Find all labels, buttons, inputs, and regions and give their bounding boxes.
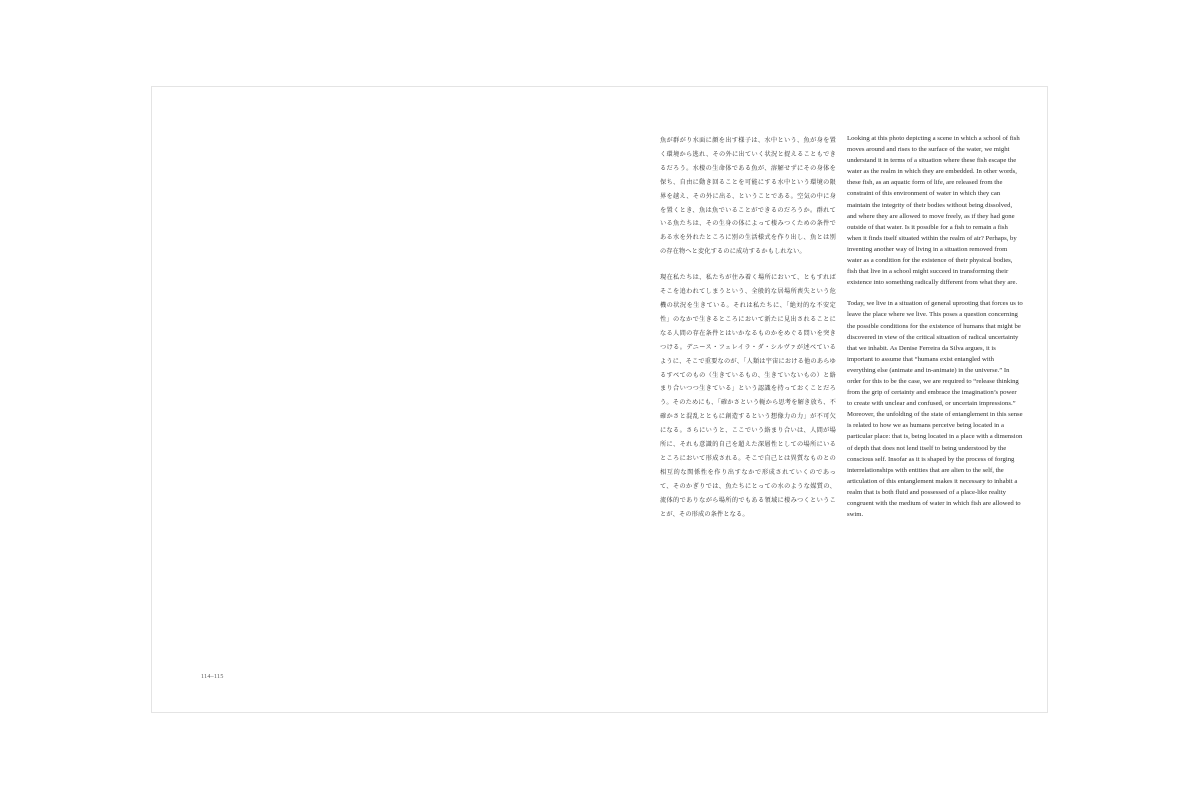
page-number: 114–115	[201, 674, 224, 680]
book-spread	[151, 86, 1048, 713]
japanese-paragraph: 現在私たちは、私たちが住み着く場所において、ともすればそこを追われてしまうという、全般的な居場所喪失という危機の状況を生きている。それは私たちに、「絶対的な不安定性」のなかで生きるところにおいて新たに見出されることになる人間の存在条件とはいかなるものかをめぐる問いを突きつける。デニース・フェレイラ・ダ・シルヴァが述べているように、そこで重要なのが、「人類は宇宙における他のあらゆるすべてのもの（生きているもの、生きていないもの）と絡まり合いつつ生きている」という認識を持っておくことだろう。そのためにも、「確かさという軛から思考を解き放ち、不確かさと混乱とともに創造するという想像力の力」が不可欠になる。さらにいうと、ここでいう絡まり合いは、人間が場所に、それも意識的自己を超えた深層性としての場所にいるところにおいて形成される。そこで自己とは異質なものとの相互的な関係性を作り出すなかで形成されていくのであって、そのかぎりでは、魚たちにとっての水のような媒質の、流体的でありながら場所的でもある領域に棲みつくということが、その形成の条件となる。	[660, 274, 836, 518]
english-paragraph: Looking at this photo depicting a scene in which a school of fish moves around and rises to the surface of the water, we might understand it in terms of a situation where these fish escape the water as the realm in which they are embedded. In other words, these fish, as an aquatic form of life, are released from the constraint of this environment of water in which they can maintain the integrity of their bodies without being dissolved, and where they are allowed to move freely, as if they had gone outside of that water. Is it possible for a fish to remain a fish when it finds itself situated within the realm of air? Perhaps, by inventing another way of living in a situation removed from water as a condition for the existence of their physical bodies, fish that live in a school might succeed in transforming their existence into something radically different from what they are.	[847, 135, 1020, 287]
japanese-paragraph: 魚が群がり水面に顔を出す様子は、水中という、魚が身を置く環境から逃れ、その外に出ていく状況と捉えることもできるだろう。水棲の生命体である魚が、溶解せずにその身体を保ち、自由に動き回ることを可能にする水中という環境の限界を越え、その外に出る、ということである。空気の中に身を置くとき、魚は魚でいることができるのだろうか。群れている魚たちは、その生身の体によって棲みつくための条件である水を外れたところに別の生活様式を作り出し、魚とは別の存在物へと変化するのに成功するかもしれない。	[660, 137, 836, 256]
english-paragraph: Today, we live in a situation of general uprooting that forces us to leave the place where we live. This poses a question concerning the possible conditions for the existence of humans that might be discovered in view of the critical situation of radical uncertainty that we inhabit. As Denise Ferreira da Silva argues, it is important to assume that “humans exist entangled with everything else (animate and in-animate) in the universe.” In order for this to be the case, we are required to “release thinking from the grip of certainty and embrace the imagination’s power to create with unclear and confused, or uncertain impressions.” Moreover, the unfolding of the state of entanglement in this sense is related to how we as humans perceive being located in a particular place: that is, being located in a place with a dimension of depth that does not lend itself to being understood by the conscious self. Insofar as it is shaped by the process of forging interrelationships with entities that are alien to the self, the articulation of this entanglement makes it necessary to inhabit a realm that is both fluid and possessed of a place-like reality congruent with the medium of water in which fish are allowed to swim.	[847, 300, 1023, 519]
japanese-text-column	[660, 134, 836, 533]
english-text-column	[847, 133, 1023, 530]
